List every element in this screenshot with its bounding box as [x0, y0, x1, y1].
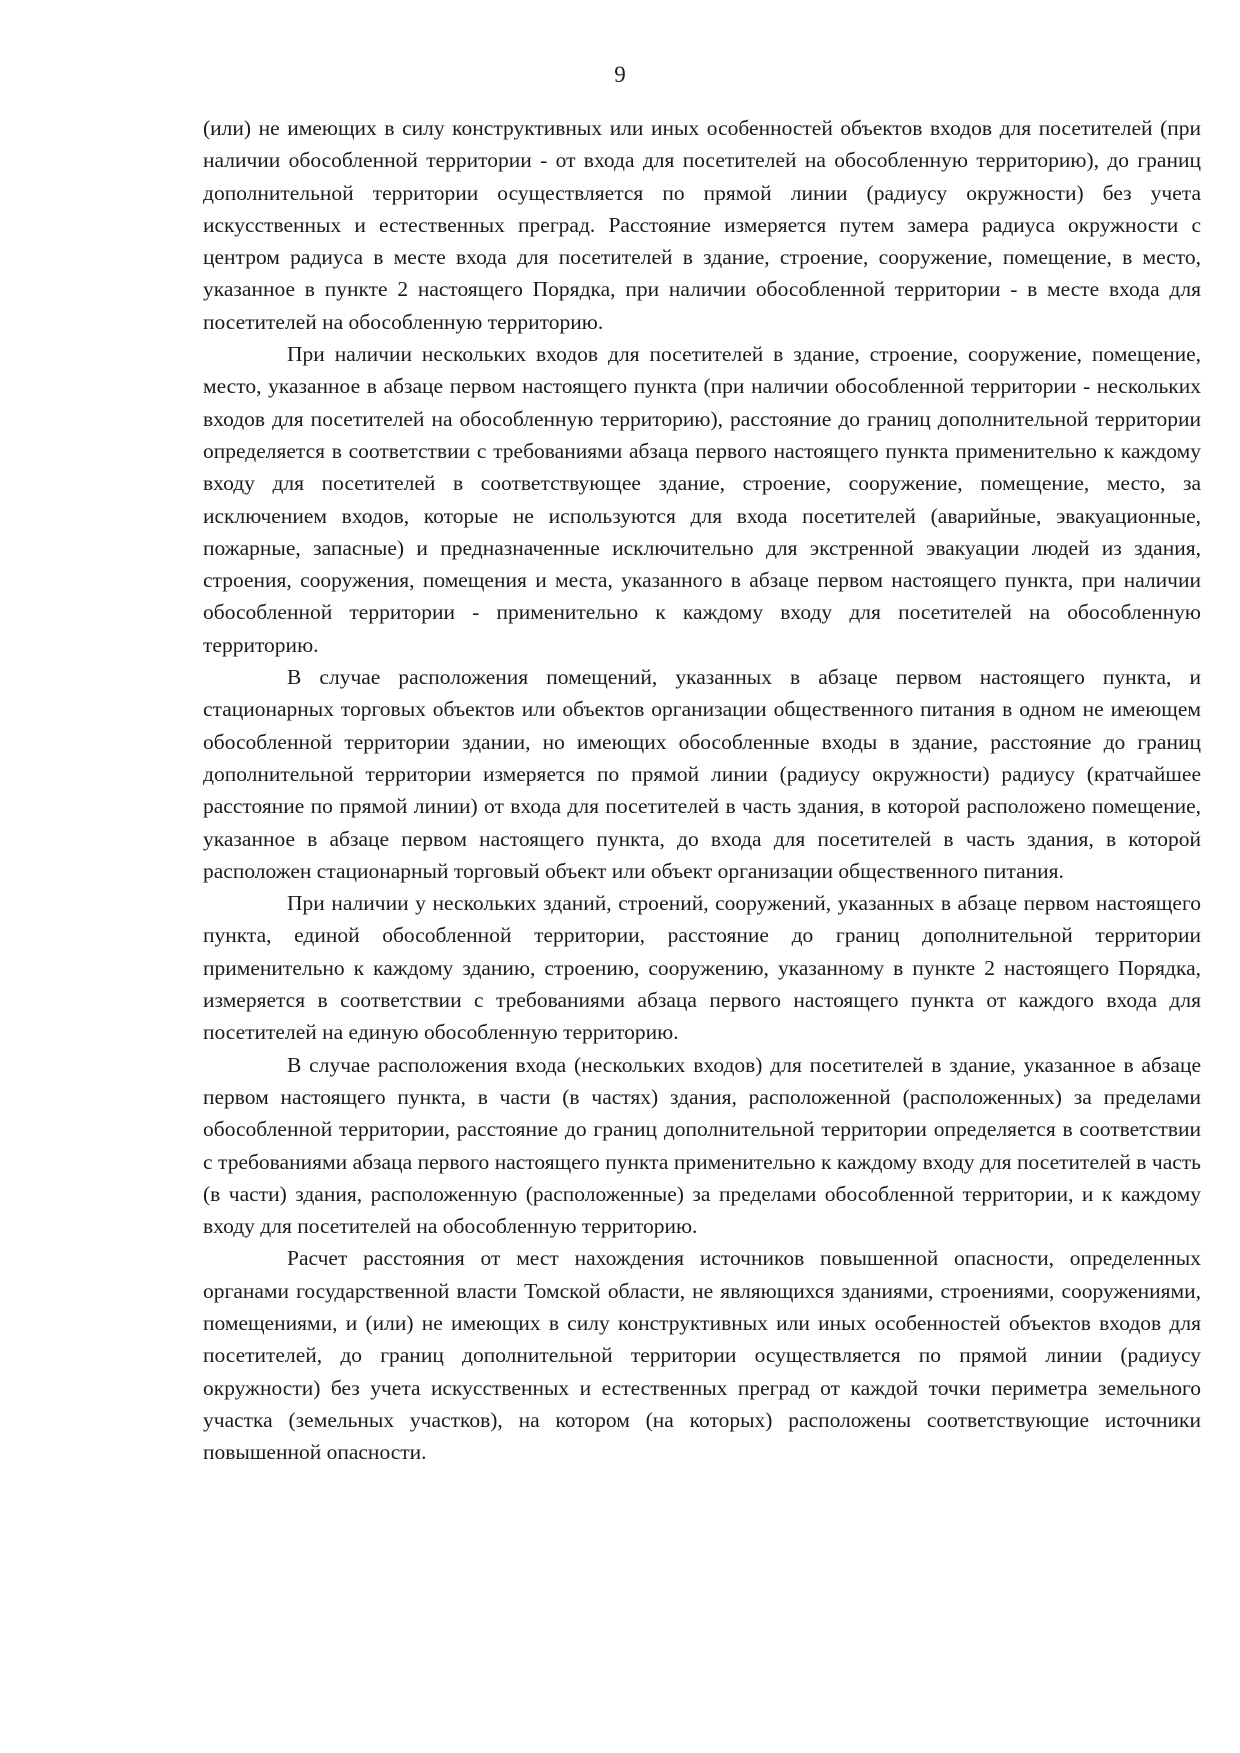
paragraph-shared-building: В случае расположения помещений, указанных в абзаце первом настоящего пункта, и стационарных торговых объектов или объектов организации общественного питания в одном не имеющем обособленной территории здании, но имеющих обособленные входы в здание, расстояние до границ дополнительной территории измеряется по прямой линии (радиусу окружности) радиусу (кратчайшее расстояние по прямой линии) от входа для посетителей в часть здания, в которой расположено помещение, указанное в абзаце первом настоящего пункта, до входа для посетителей в часть здания, в которой расположен стационарный торговый объект или объект организации общественного питания.	[203, 665, 1201, 883]
paragraph-common-territory: При наличии у нескольких зданий, строений, сооружений, указанных в абзаце первом настоящего пункта, единой обособленной территории, расстояние до границ дополнительной территории применительно к каждому зданию, строению, сооружению, указанному в пункте 2 настоящего Порядка, измеряется в соответствии с требованиями абзаца первого настоящего пункта от каждого входа для посетителей на единую обособленную территорию.	[203, 891, 1201, 1045]
paragraph-continuation: (или) не имеющих в силу конструктивных или иных особенностей объектов входов для посетителей (при наличии обособленной территории - от входа для посетителей на обособленную территорию), до границ дополнительной территории осуществляется по прямой линии (радиусу окружности) без учета искусственных и естественных преград. Расстояние измеряется путем замера радиуса окружности с центром радиуса в месте входа для посетителей в здание, строение, сооружение, помещение, в место, указанное в пункте 2 настоящего Порядка, при наличии обособленной территории - в месте входа для посетителей на обособленную территорию.	[203, 116, 1201, 334]
page-number: 9	[614, 62, 626, 87]
paragraph-entrances-outside-territory: В случае расположения входа (нескольких входов) для посетителей в здание, указанное в абзаце первом настоящего пункта, в части (в частях) здания, расположенной (расположенных) за пределами обособленной территории, расстояние до границ дополнительной территории определяется в соответствии с требованиями абзаца первого настоящего пункта применительно к каждому входу для посетителей в часть (в части) здания, расположенную (расположенные) за пределами обособленной территории, и к каждому входу для посетителей на обособленную территорию.	[203, 1052, 1201, 1239]
paragraph-hazard-sources: Расчет расстояния от мест нахождения источников повышенной опасности, определенных органами государственной власти Томской области, не являющихся зданиями, строениями, сооружениями, помещениями, и (или) не имеющих в силу конструктивных или иных особенностей объектов входов для посетителей, до границ дополнительной территории осуществляется по прямой линии (радиусу окружности) без учета искусственных и естественных преград от каждой точки периметра земельного участка (земельных участков), на котором (на которых) расположены соответствующие источники повышенной опасности.	[203, 1246, 1201, 1465]
paragraph-multiple-entrances: При наличии нескольких входов для посетителей в здание, строение, сооружение, помещение, место, указанное в абзаце первом настоящего пункта (при наличии обособленной территории - нескольких входов для посетителей на обособленную территорию), расстояние до границ дополнительной территории определяется в соответствии с требованиями абзаца первого настоящего пункта применительно к каждому входу для посетителей в соответствующее здание, строение, сооружение, помещение, место, за исключением входов, которые не используются для входа посетителей (аварийные, эвакуационные, пожарные, запасные) и предназначенные исключительно для экстренной эвакуации людей из здания, строения, сооружения, помещения и места, указанного в абзаце первом настоящего пункта, при наличии обособленной территории - применительно к каждому входу для посетителей на обособленную территорию.	[203, 342, 1201, 657]
document-body	[203, 112, 1201, 1468]
